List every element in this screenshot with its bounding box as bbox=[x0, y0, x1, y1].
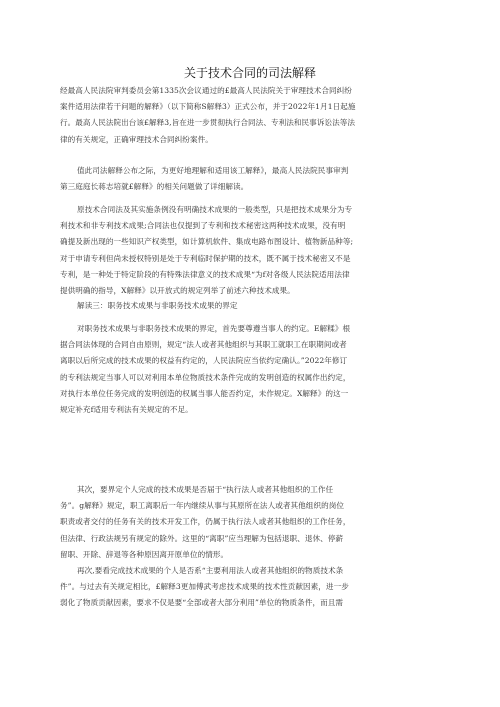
paragraph-4 bbox=[60, 321, 440, 418]
text-line: 律的有关规定，正确审理技术合同纠纷案件。 bbox=[60, 134, 213, 144]
text-line: 经最高人民法院审判委员会第1335次会议通过的£最高人民法院关于审理技术合同纠纷 bbox=[60, 86, 352, 95]
text-line: 原技术合同法及其实施条例没有明确技术成果的一般类型，只是把技术成果分为专 bbox=[77, 205, 353, 214]
text-line: 对执行本单位任务完成的发明创造的权属当事人能否约定，未作规定。X解释》的这一 bbox=[60, 388, 349, 398]
document-title: 关于技术合同的司法解释 bbox=[183, 66, 316, 80]
paragraph-6 bbox=[60, 563, 440, 612]
text-line: 但法律、行政法规另有规定的除外。这里的“离职”应当理解为包括退职、退休、停薪 bbox=[60, 533, 344, 543]
text-line: 离职以后所完成的技术成果的权益有约定的，人民法院应当依约定确认。”2022年修订 bbox=[60, 356, 348, 366]
text-line: 确提及新出现的一些知识产权类型，如计算机软件、集成电路布图设计、植物新品种等; bbox=[60, 237, 354, 247]
text-line: 再次,要看完成技术成果的个人是否系“主要利用法人或者其他组织的物质技术条 bbox=[77, 566, 344, 575]
text-line: 对职务技术成果与非职务技术成果的界定，首先要尊遵当事人的约定。E解糅》根 bbox=[77, 324, 351, 333]
paragraph-2 bbox=[60, 163, 440, 195]
text-line: 职责或者交付的任务有关的技术开发工作，仍属于执行法人或者其他组织的工作任务， bbox=[60, 517, 351, 527]
text-line: 留职、开除、辞退等各种原因离开原单位的情形。 bbox=[60, 549, 229, 559]
text-line: 件”。与过去有关规定相比，£解释3更加傅武考虑技术成果的技术性贡献因素，进一步 bbox=[60, 582, 349, 592]
text-line: 第三庭庭长蒋志培就£解释》的相关问题做了详细解读。 bbox=[60, 182, 249, 192]
paragraph-3 bbox=[60, 202, 440, 299]
text-line: 据合同法体现的合同自由原则，规定“法人或者其他组织与其职工就职工在职期间或者 bbox=[60, 340, 347, 350]
section-subheading-block bbox=[60, 298, 440, 314]
text-line: 案件适用法律若干问题的解释》（以下简称S解释3）正式公布，并于2022年1月1日起施 bbox=[60, 102, 356, 112]
text-line: 利技术和非专利技术成果;合同法也仅提到了专利和技术秘密这两种技术成果，没有明 bbox=[60, 221, 346, 231]
text-line: 对于申请专利但尚未授权特别是处于专利临时保护期的技术，既不属于技术秘密又不是 bbox=[60, 253, 351, 263]
text-line: 的专利法规定当事人可以对利用本单位物质技术条件完成的发明创造的权属作出约定， bbox=[60, 372, 351, 382]
paragraph-1 bbox=[60, 83, 440, 148]
text-line: 务”。g解释》规定，职工离职后一年内继续从事与其原所在法人或者其他组织的岗位 bbox=[60, 501, 345, 511]
text-line: 提供明确的指导，X解释》以开放式的规定列举了前述六种技术成果。 bbox=[60, 285, 295, 295]
section-subheading: 解读三：职务技术成果与非职务技术成果的界定 bbox=[77, 301, 238, 310]
text-line: 行。最高人民法院出台该£解释3,旨在进一步贯彻执行合同法、专利法和民事诉讼法等法 bbox=[60, 118, 356, 128]
paragraph-5 bbox=[60, 482, 440, 563]
text-line: 规定补充f适用专利法有关规定的不足。 bbox=[60, 404, 193, 414]
text-line: 弱化了物质贡献因素，要求不仅是要“全部或者大部分利用”单位的物质条件，而且需 bbox=[60, 598, 344, 608]
text-line: 其次，要界定个人完成的技术成果是否届于“执行法人或者其他组织的工作任 bbox=[77, 485, 334, 494]
text-line: 值此司法解释公布之际，为更好地理解和适用该工解释》，最高人民法院民事审判 bbox=[77, 166, 349, 175]
text-line: 专利，是一种处于特定阶段的有特殊法律意义的技术成果“为f对各级人民法院适用法律 bbox=[60, 269, 350, 279]
